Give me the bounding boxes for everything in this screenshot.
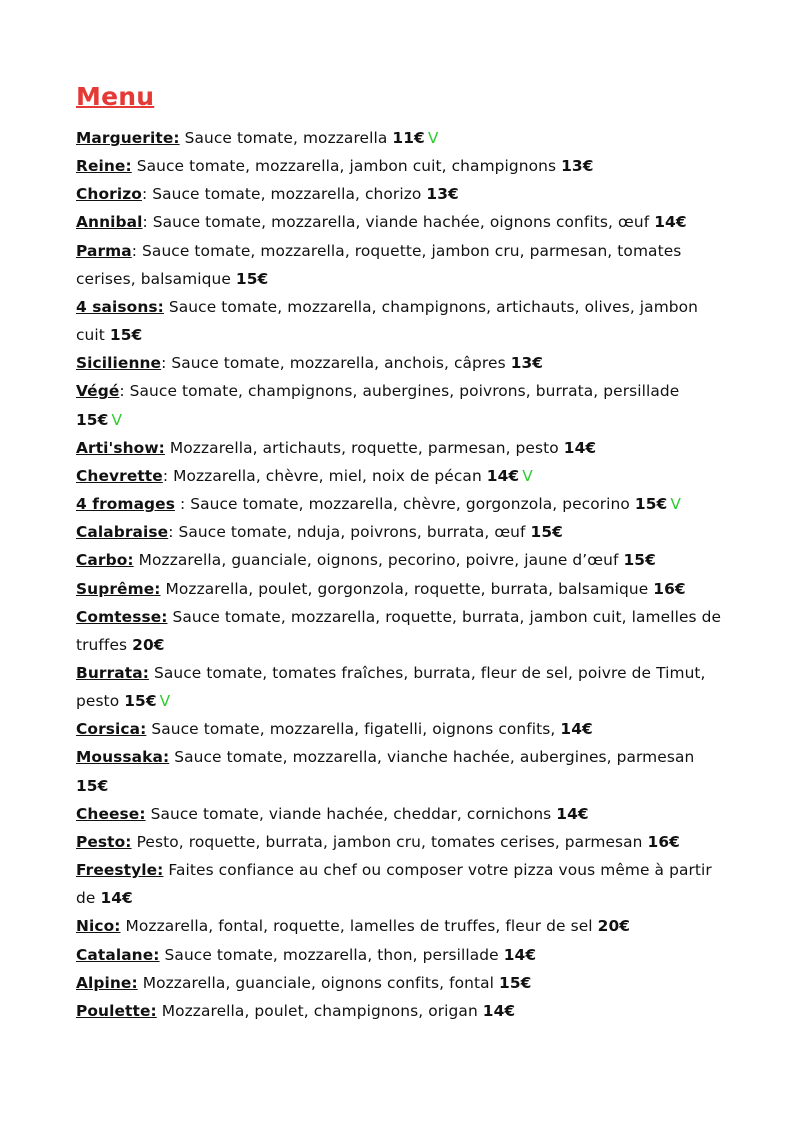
pizza-ingredients: : Mozzarella, chèvre, miel, noix de pécan xyxy=(162,466,487,485)
pizza-price: 14€ xyxy=(563,438,597,457)
menu-item xyxy=(76,715,726,743)
pizza-price: 14€ xyxy=(486,466,520,485)
pizza-price: 15€ xyxy=(530,523,563,542)
pizza-name: Végé xyxy=(76,382,120,401)
menu-item xyxy=(76,293,726,349)
pizza-price: 20€ xyxy=(132,635,165,654)
pizza-ingredients: Mozzarella, poulet, gorgonzola, roquette, burrata, balsamique xyxy=(160,579,654,598)
pizza-ingredients: : Sauce tomate, mozzarella, chorizo xyxy=(141,185,427,204)
menu-item xyxy=(76,659,726,715)
pizza-name: Parma xyxy=(76,241,132,260)
pizza-price: 16€ xyxy=(653,579,686,598)
menu-item xyxy=(76,575,726,603)
menu-item xyxy=(76,800,726,828)
pizza-ingredients: : Sauce tomate, mozzarella, roquette, jambon cru, parmesan, tomates cerises, balsamique xyxy=(76,241,682,288)
menu-item xyxy=(76,124,726,152)
menu-title: Menu xyxy=(76,82,155,111)
pizza-name: Freestyle: xyxy=(76,861,164,880)
vegetarian-mark: V xyxy=(111,410,123,429)
pizza-ingredients: Sauce tomate, mozzarella, jambon cuit, champignons xyxy=(131,157,562,176)
pizza-price: 15€ xyxy=(499,973,532,992)
pizza-name: 4 fromages xyxy=(76,495,175,514)
pizza-price: 15€ xyxy=(76,776,109,795)
menu-item xyxy=(76,603,726,659)
pizza-ingredients: Mozzarella, fontal, roquette, lamelles de truffes, fleur de sel xyxy=(120,917,598,936)
pizza-name: Annibal xyxy=(76,213,143,232)
menu-item xyxy=(76,828,726,856)
menu-item xyxy=(76,490,726,518)
pizza-ingredients: Sauce tomate, mozzarella, roquette, burrata, jambon cuit, lamelles de truffes xyxy=(76,607,722,654)
vegetarian-mark: V xyxy=(670,495,681,514)
menu-item xyxy=(76,349,726,377)
pizza-price: 13€ xyxy=(561,157,594,176)
pizza-ingredients: Sauce tomate, mozzarella xyxy=(179,129,393,147)
pizza-price: 14€ xyxy=(556,804,589,823)
pizza-name: Nico: xyxy=(76,917,121,936)
pizza-ingredients: : Sauce tomate, mozzarella, viande hachée, oignons confits, œuf xyxy=(142,213,655,232)
menu-item xyxy=(76,462,726,490)
menu-item xyxy=(76,434,726,462)
pizza-name: Calabraise xyxy=(76,523,169,542)
pizza-ingredients: Sauce tomate, mozzarella, champignons, artichauts, olives, jambon cuit xyxy=(76,297,699,345)
pizza-price: 14€ xyxy=(482,1001,516,1020)
pizza-name: Burrata: xyxy=(76,663,149,682)
pizza-price: 14€ xyxy=(100,889,133,908)
pizza-name: Suprême: xyxy=(76,579,161,598)
pizza-ingredients: : Sauce tomate, mozzarella, chèvre, gorgonzola, pecorino xyxy=(174,495,635,514)
pizza-ingredients: Mozzarella, guanciale, oignons, pecorino, poivre, jaune d’œuf xyxy=(133,551,624,570)
menu-item xyxy=(76,997,726,1025)
menu-item xyxy=(76,912,726,940)
pizza-ingredients: Pesto, roquette, burrata, jambon cru, tomates cerises, parmesan xyxy=(131,832,648,851)
pizza-ingredients: Sauce tomate, viande hachée, cheddar, cornichons xyxy=(145,804,557,823)
menu-item xyxy=(76,969,726,997)
menu-item xyxy=(76,237,726,293)
pizza-ingredients: Sauce tomate, tomates fraîches, burrata, fleur de sel, poivre de Timut, pesto xyxy=(76,663,706,711)
pizza-price: 15€ xyxy=(634,495,668,514)
pizza-name: Carbo: xyxy=(76,551,134,570)
pizza-name: Reine: xyxy=(76,157,132,176)
pizza-ingredients: Faites confiance au chef ou composer votre pizza vous même à partir de xyxy=(76,861,712,908)
pizza-name: Sicilienne xyxy=(76,354,162,373)
pizza-price: 15€ xyxy=(109,326,143,345)
pizza-price: 14€ xyxy=(560,720,593,739)
menu-item xyxy=(76,152,726,180)
pizza-ingredients: Mozzarella, artichauts, roquette, parmesan, pesto xyxy=(164,438,564,457)
pizza-price: 13€ xyxy=(510,354,544,373)
pizza-name: Marguerite: xyxy=(76,129,180,147)
pizza-ingredients: Sauce tomate, mozzarella, figatelli, oignons confits, xyxy=(146,720,561,739)
pizza-name: Cheese: xyxy=(76,804,146,823)
pizza-ingredients: : Sauce tomate, champignons, aubergines, poivrons, burrata, persillade xyxy=(119,382,680,401)
menu-item xyxy=(76,546,726,574)
vegetarian-mark: V xyxy=(522,466,533,485)
menu-item xyxy=(76,377,726,433)
pizza-price: 20€ xyxy=(597,917,631,936)
pizza-price: 15€ xyxy=(623,551,656,570)
pizza-ingredients: Sauce tomate, mozzarella, vianche hachée, aubergines, parmesan xyxy=(169,748,695,767)
menu-item xyxy=(76,518,726,546)
menu-item xyxy=(76,180,726,208)
pizza-name: Pesto: xyxy=(76,832,132,851)
pizza-name: Chorizo xyxy=(76,185,142,204)
pizza-name: Chevrette xyxy=(76,466,163,485)
pizza-name: Arti'show: xyxy=(76,438,165,457)
pizza-name: Comtesse: xyxy=(76,607,168,626)
pizza-price: 13€ xyxy=(426,185,459,204)
pizza-name: Catalane: xyxy=(76,945,160,964)
menu-item xyxy=(76,743,726,799)
pizza-ingredients: : Sauce tomate, nduja, poivrons, burrata, œuf xyxy=(168,523,531,542)
pizza-price: 15€ xyxy=(235,269,269,288)
menu-item xyxy=(76,208,726,236)
pizza-name: Corsica: xyxy=(76,720,147,739)
pizza-ingredients: Mozzarella, guanciale, oignons confits, fontal xyxy=(137,973,500,992)
pizza-price: 11€ xyxy=(392,129,425,147)
vegetarian-mark: V xyxy=(427,129,439,147)
pizza-ingredients: Sauce tomate, mozzarella, thon, persillade xyxy=(159,945,504,964)
pizza-list xyxy=(76,124,726,1025)
pizza-price: 14€ xyxy=(503,945,537,964)
pizza-name: 4 saisons: xyxy=(76,297,164,316)
pizza-name: Poulette: xyxy=(76,1001,157,1020)
pizza-price: 16€ xyxy=(647,832,680,851)
menu-item xyxy=(76,856,726,912)
pizza-name: Moussaka: xyxy=(76,748,170,767)
pizza-price: 15€ xyxy=(76,410,109,429)
pizza-ingredients: : Sauce tomate, mozzarella, anchois, câpres xyxy=(161,354,511,373)
pizza-price: 15€ xyxy=(124,692,157,711)
vegetarian-mark: V xyxy=(159,692,171,711)
menu-item xyxy=(76,941,726,969)
pizza-name: Alpine: xyxy=(76,973,138,992)
pizza-ingredients: Mozzarella, poulet, champignons, origan xyxy=(156,1001,483,1020)
pizza-price: 14€ xyxy=(654,213,687,232)
